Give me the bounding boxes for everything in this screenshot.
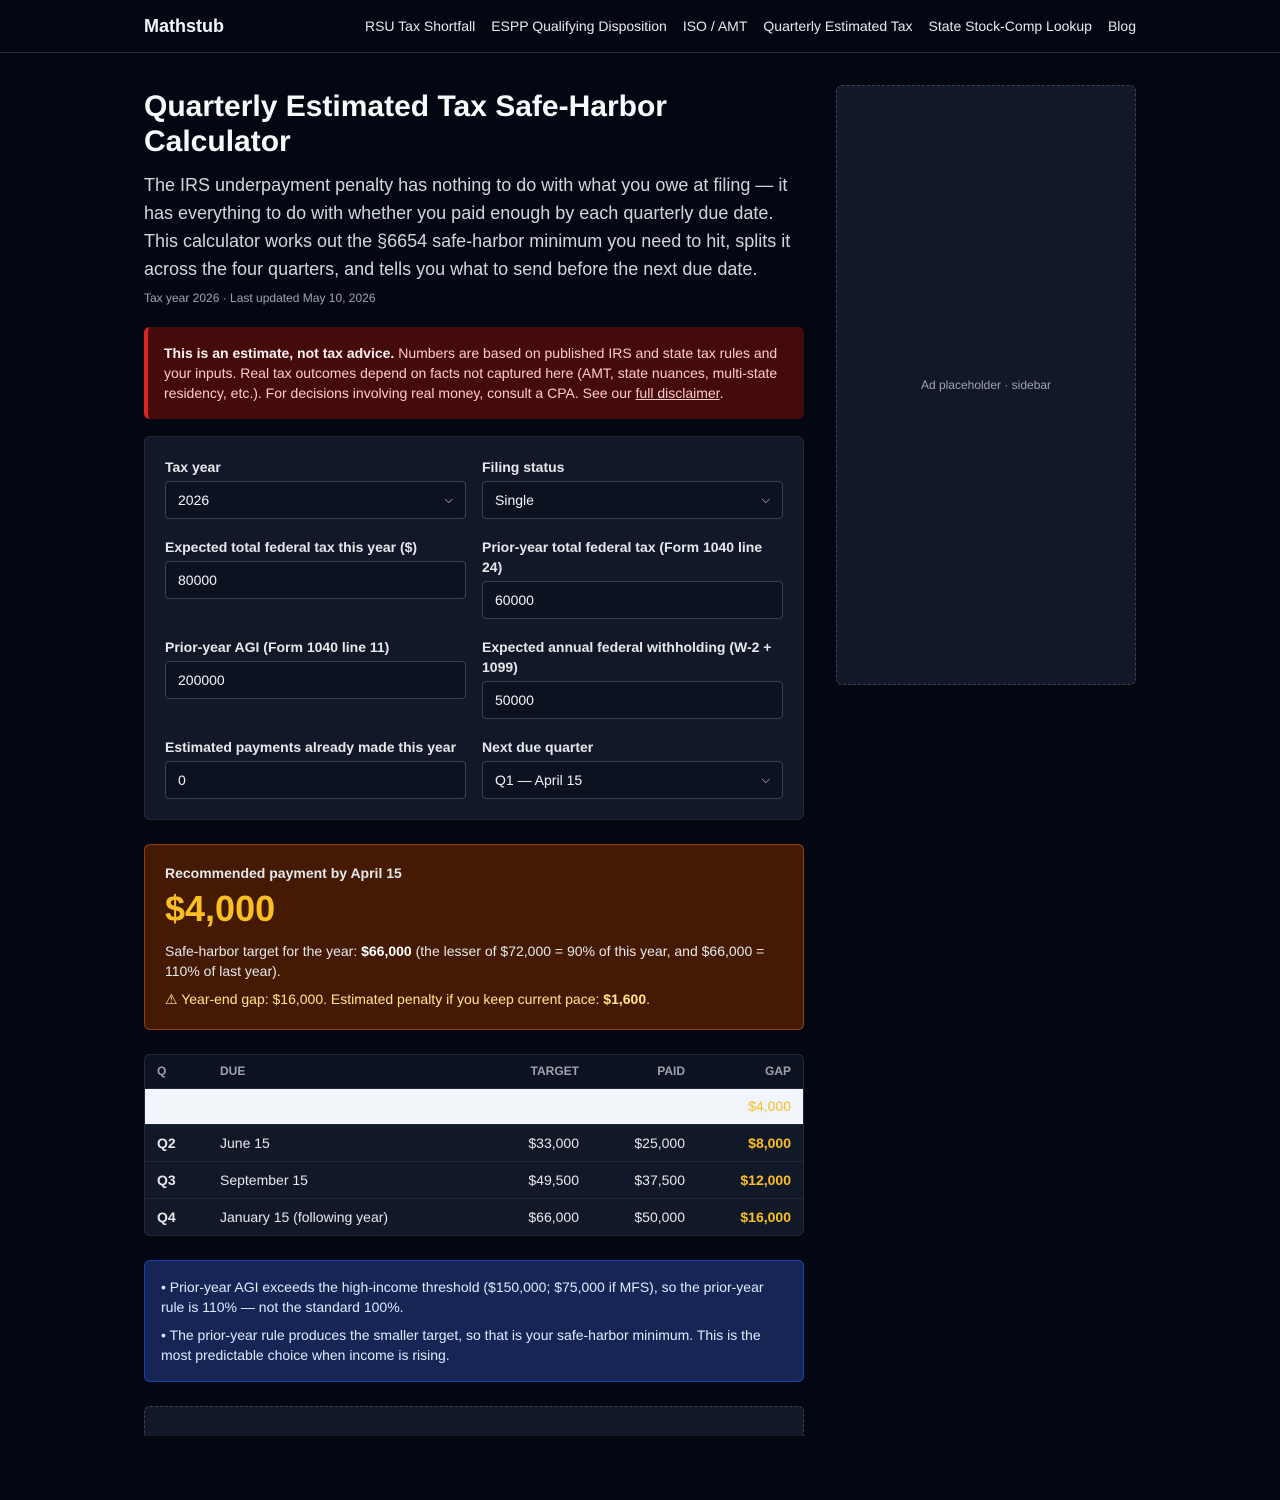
col-paid: PAID	[591, 1055, 697, 1088]
chevron-down-icon: ⌵	[761, 493, 770, 506]
field-payments-made	[165, 737, 466, 799]
nav-link-iso-amt[interactable]: ISO / AMT	[682, 18, 748, 34]
prior-agi-input[interactable]	[165, 661, 466, 699]
ad-placeholder-bottom	[144, 1406, 804, 1436]
chevron-down-icon: ⌵	[444, 493, 453, 506]
warn-suffix: .	[646, 991, 650, 1007]
chevron-down-icon: ⌵	[761, 773, 770, 786]
next-quarter-select[interactable]	[482, 761, 783, 799]
prior-tax-value: 60000	[495, 592, 534, 608]
disclaimer-end: .	[719, 385, 724, 401]
target-amount: $66,000	[361, 943, 412, 959]
row-due: April 15	[208, 1088, 481, 1124]
field-prior-agi	[165, 637, 466, 719]
explanation-notes	[144, 1260, 804, 1382]
nav-link-rsu[interactable]: RSU Tax Shortfall	[364, 18, 476, 34]
expected-tax-input[interactable]	[165, 561, 466, 599]
field-expected-tax	[165, 537, 466, 619]
filing-status-select[interactable]	[482, 481, 783, 519]
recommended-amount: $4,000	[165, 888, 276, 929]
table-row	[145, 1198, 803, 1235]
col-gap: GAP	[697, 1055, 803, 1088]
prior-tax-label: Prior-year total federal tax (Form 1040 line 24)	[482, 539, 763, 575]
quarter-table	[144, 1054, 804, 1236]
tax-year-label: Tax year	[165, 459, 221, 475]
filing-status-label: Filing status	[482, 459, 565, 475]
withholding-label: Expected annual federal withholding (W-2 + 1099)	[482, 639, 772, 675]
ad-placeholder-sidebar: Ad placeholder · sidebar	[836, 85, 1136, 685]
nav-link-quarterly[interactable]: Quarterly Estimated Tax	[763, 18, 913, 34]
prior-agi-value: 200000	[178, 672, 225, 688]
field-next-quarter	[482, 737, 783, 799]
row-target: $33,000	[481, 1124, 591, 1161]
page-lede: The IRS underpayment penalty has nothing to do with what you owe at filing — it has everything to do with whether you paid enough by each quarterly due date. This calculator works out the §6654 safe-harbor minimum you need to hit, splits it across the four quarters, and tells you what to send before the next due date.	[144, 175, 791, 279]
row-paid: $25,000	[591, 1124, 697, 1161]
filing-status-value: Single	[495, 492, 534, 508]
row-due: June 15	[208, 1124, 481, 1161]
nav-links	[365, 18, 1136, 34]
main-content	[144, 85, 804, 1436]
note-item: • Prior-year AGI exceeds the high-income threshold ($150,000; $75,000 if MFS), so the prior-year rule is 110% — not the standard 100%.	[161, 1279, 764, 1315]
row-gap: $8,000	[697, 1124, 803, 1161]
table-row	[145, 1088, 803, 1124]
row-target: $66,000	[481, 1198, 591, 1235]
field-filing-status	[482, 457, 783, 519]
row-due: September 15	[208, 1161, 481, 1198]
disclaimer-link[interactable]: full disclaimer	[635, 385, 720, 401]
payments-made-label: Estimated payments already made this year	[165, 739, 457, 755]
col-q: Q	[145, 1055, 208, 1088]
warn-prefix: ⚠ Year-end gap: $16,000. Estimated penalty if you keep current pace:	[165, 991, 604, 1007]
calculator-form	[144, 436, 804, 820]
row-gap: $16,000	[697, 1198, 803, 1235]
expected-tax-value: 80000	[178, 572, 217, 588]
tax-year-value: 2026	[178, 492, 210, 508]
safe-harbor-line	[165, 941, 783, 981]
col-target: TARGET	[481, 1055, 591, 1088]
payments-made-input[interactable]	[165, 761, 466, 799]
page-meta: Tax year 2026 · Last updated May 10, 2026	[144, 291, 376, 305]
withholding-value: 50000	[495, 692, 534, 708]
nav-link-state[interactable]: State Stock-Comp Lookup	[928, 18, 1092, 34]
brand-logo[interactable]: Mathstub	[144, 15, 224, 36]
top-nav	[0, 0, 1280, 53]
row-q: Q1	[145, 1088, 208, 1124]
col-due: DUE	[208, 1055, 481, 1088]
row-q: Q3	[145, 1161, 208, 1198]
result-card	[144, 844, 804, 1030]
nav-link-blog[interactable]: Blog	[1107, 18, 1136, 34]
disclaimer-text: Numbers are based on published IRS and state tax rules and your inputs. Real tax outcomes depend on facts not captured here (AMT, state nuances, multi-state residency, etc.). For decisions involving real money, consult a CPA. See our	[164, 345, 778, 401]
table-row	[145, 1124, 803, 1161]
penalty-amount: $1,600	[603, 991, 647, 1007]
note-item: • The prior-year rule produces the smaller target, so that is your safe-harbor minimum. This is the most predictable choice when income is rising.	[161, 1327, 761, 1363]
row-q: Q2	[145, 1124, 208, 1161]
row-paid: $50,000	[591, 1198, 697, 1235]
target-suffix: (the lesser of $72,000 = 90% of this year, and $66,000 = 110% of last year).	[165, 943, 765, 979]
withholding-input[interactable]	[482, 681, 783, 719]
disclaimer-bold: This is an estimate, not tax advice.	[164, 345, 395, 361]
prior-tax-input[interactable]	[482, 581, 783, 619]
row-target: $49,500	[481, 1161, 591, 1198]
next-quarter-label: Next due quarter	[482, 739, 594, 755]
field-prior-tax	[482, 537, 783, 619]
prior-agi-label: Prior-year AGI (Form 1040 line 11)	[165, 639, 390, 655]
row-gap: $12,000	[697, 1161, 803, 1198]
row-paid: $12,500	[591, 1088, 697, 1124]
table-row	[145, 1161, 803, 1198]
target-prefix: Safe-harbor target for the year:	[165, 943, 362, 959]
nav-link-espp[interactable]: ESPP Qualifying Disposition	[491, 18, 667, 34]
next-quarter-value: Q1 — April 15	[495, 772, 583, 788]
page-title: Quarterly Estimated Tax Safe-Harbor Calculator	[144, 90, 667, 158]
tax-year-select[interactable]	[165, 481, 466, 519]
result-label-date: April 15	[350, 865, 402, 881]
field-tax-year	[165, 457, 466, 519]
result-label	[165, 865, 783, 881]
table-header-row	[145, 1055, 803, 1088]
row-gap: $4,000	[697, 1088, 803, 1124]
field-withholding	[482, 637, 783, 719]
disclaimer-box	[144, 327, 804, 419]
expected-tax-label: Expected total federal tax this year ($)	[165, 539, 418, 555]
row-paid: $37,500	[591, 1161, 697, 1198]
year-end-warning	[165, 989, 783, 1009]
result-label-prefix: Recommended payment by	[165, 865, 348, 881]
row-due: January 15 (following year)	[208, 1198, 481, 1235]
row-target: $16,500	[481, 1088, 591, 1124]
row-q: Q4	[145, 1198, 208, 1235]
payments-made-value: 0	[178, 772, 186, 788]
